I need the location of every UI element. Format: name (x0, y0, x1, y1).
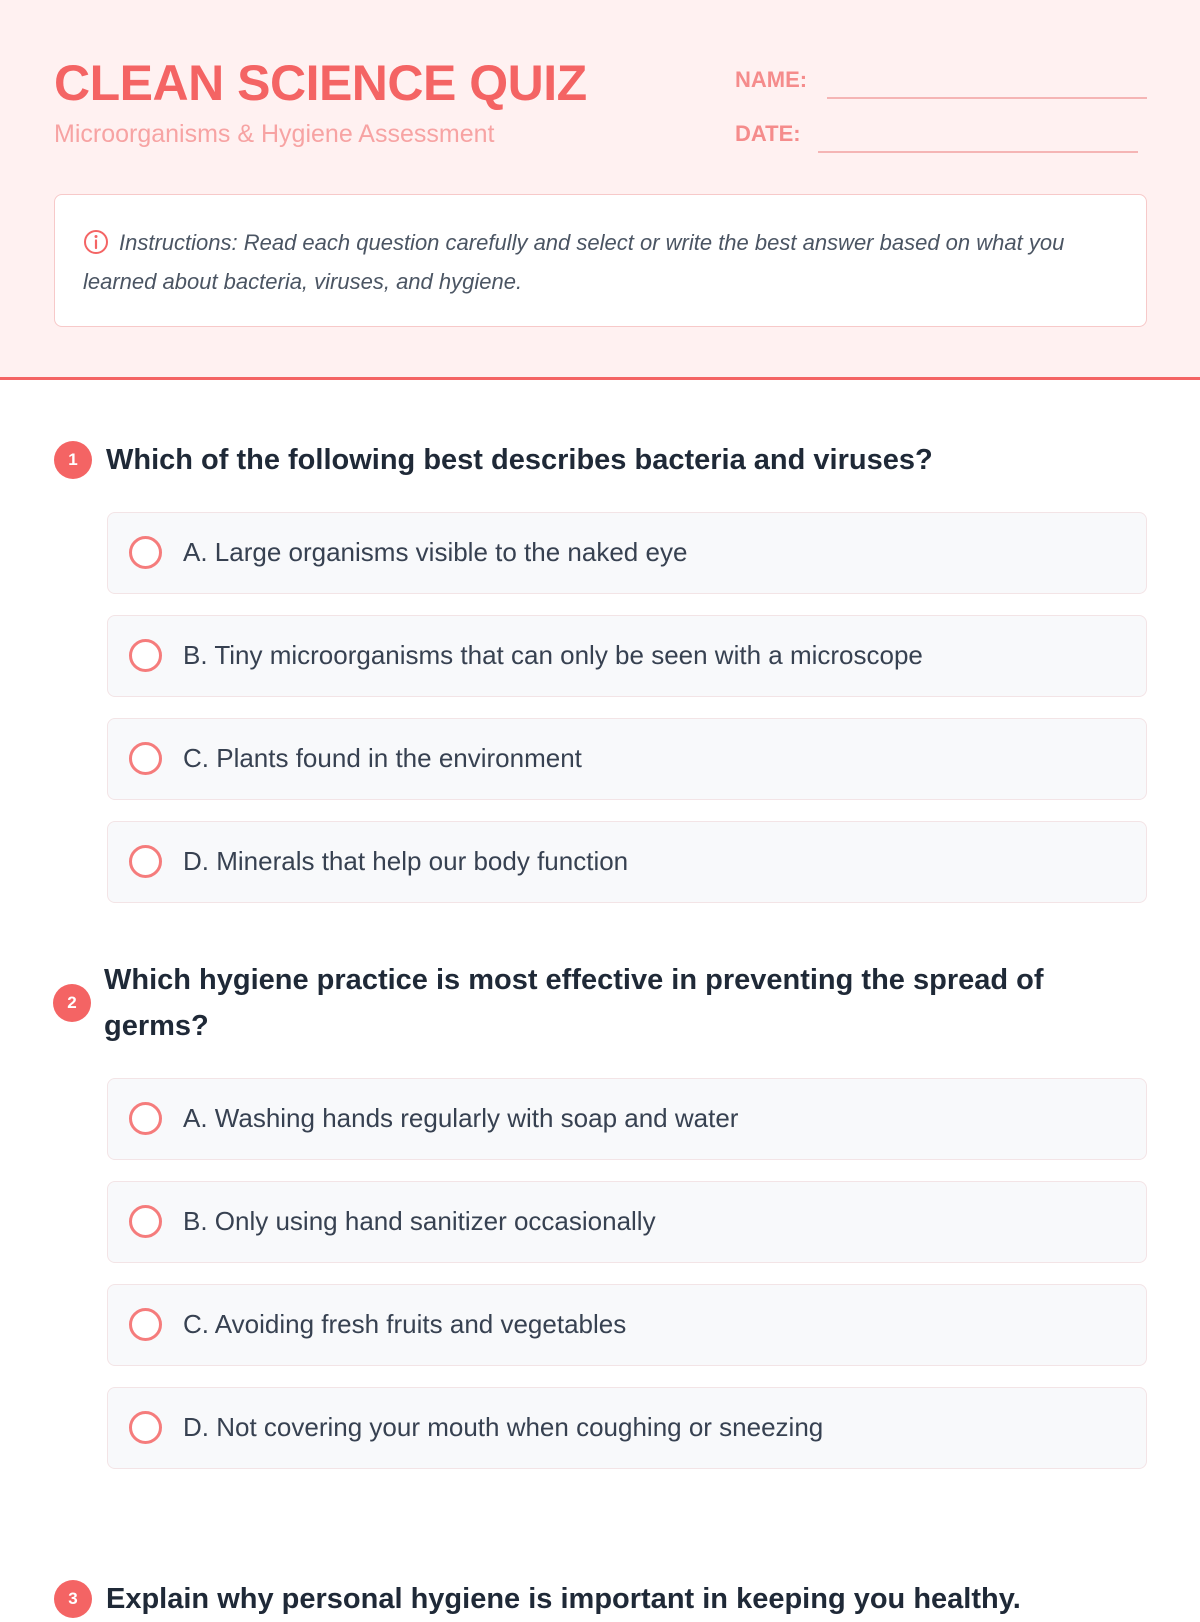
question-number-badge: 2 (53, 984, 91, 1022)
option-label: B. Tiny microorganisms that can only be seen with a microscope (183, 640, 923, 670)
date-label: DATE: (735, 121, 801, 146)
page-title: CLEAN SCIENCE QUIZ (54, 55, 587, 111)
instructions-text: Instructions: Read each question carefully and select or write the best answer based on what you learned about bacteria, viruses, and hygiene. (83, 230, 1065, 294)
info-icon (83, 229, 109, 255)
answer-option-2a[interactable] (107, 1078, 1147, 1160)
radio-button[interactable] (129, 742, 162, 775)
radio-button[interactable] (129, 1102, 162, 1135)
question-text: Which hygiene practice is most effective in preventing the spread of germs? (104, 964, 1044, 1042)
answer-option-2d[interactable] (107, 1387, 1147, 1469)
option-label: A. Washing hands regularly with soap and water (183, 1103, 739, 1133)
radio-button[interactable] (129, 1308, 162, 1341)
option-label: A. Large organisms visible to the naked eye (183, 537, 688, 567)
page-subtitle: Microorganisms & Hygiene Assessment (54, 120, 495, 148)
question-text: Explain why personal hygiene is important in keeping you healthy. (106, 1583, 1021, 1615)
answer-option-1d[interactable] (107, 821, 1147, 903)
radio-button[interactable] (129, 1205, 162, 1238)
name-field[interactable] (827, 97, 1147, 99)
answer-option-1b[interactable] (107, 615, 1147, 697)
question-text: Which of the following best describes bacteria and viruses? (106, 444, 933, 476)
option-label: C. Avoiding fresh fruits and vegetables (183, 1309, 627, 1339)
question-number-badge: 1 (54, 441, 92, 479)
radio-button[interactable] (129, 845, 162, 878)
name-label: NAME: (735, 67, 808, 92)
radio-button[interactable] (129, 1411, 162, 1444)
question-number-badge: 3 (54, 1580, 92, 1618)
option-label: D. Not covering your mouth when coughing or sneezing (183, 1412, 824, 1442)
quiz-header (0, 0, 1200, 380)
answer-option-1c[interactable] (107, 718, 1147, 800)
answer-option-2c[interactable] (107, 1284, 1147, 1366)
option-label: C. Plants found in the environment (183, 743, 582, 773)
instructions-box (54, 194, 1147, 327)
radio-button[interactable] (129, 639, 162, 672)
option-label: B. Only using hand sanitizer occasionally (183, 1206, 656, 1236)
option-label: D. Minerals that help our body function (183, 846, 629, 876)
radio-button[interactable] (129, 536, 162, 569)
date-field[interactable] (818, 151, 1138, 153)
answer-option-1a[interactable] (107, 512, 1147, 594)
answer-option-2b[interactable] (107, 1181, 1147, 1263)
